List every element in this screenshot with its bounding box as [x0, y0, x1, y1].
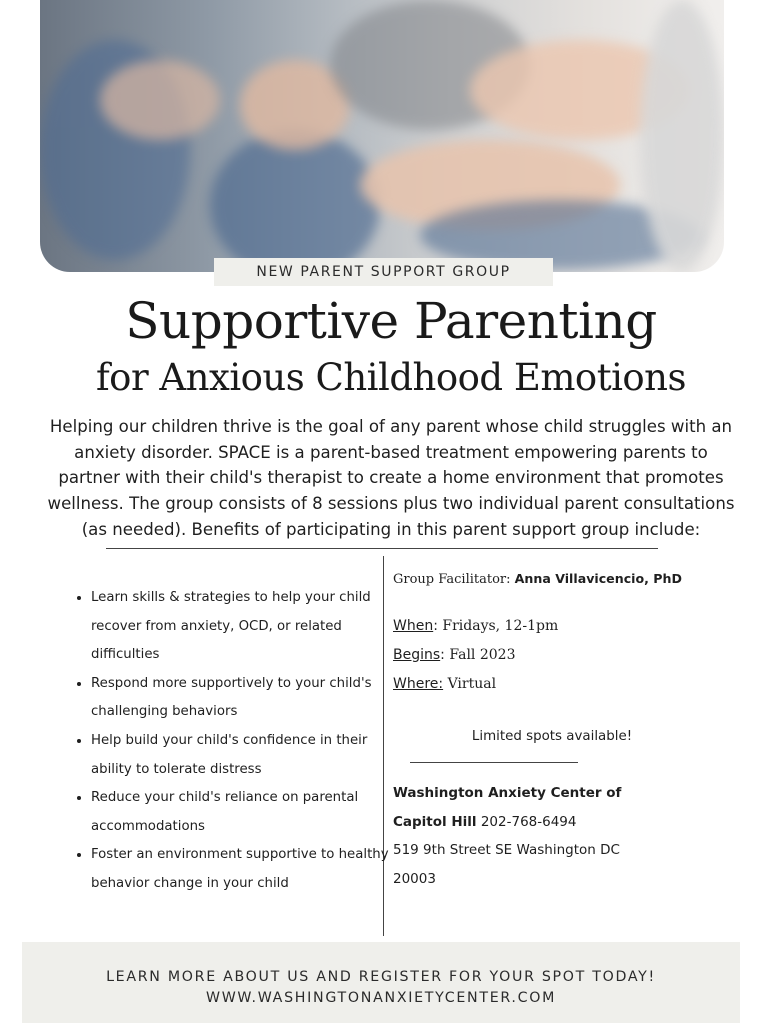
footer-url[interactable]: WWW.WASHINGTONANXIETYCENTER.COM	[205, 989, 557, 1006]
divider	[410, 762, 578, 763]
list-item: • Respond more supportively to your child's challenging behaviors	[91, 670, 391, 727]
center-info	[393, 779, 713, 893]
facilitator-name: Anna Villavicencio, PhD	[514, 571, 682, 586]
divider	[106, 548, 658, 549]
where-label: Where:	[393, 675, 444, 692]
center-phone: 202-768-6494	[480, 813, 577, 830]
center-address-2: 20003	[393, 870, 436, 887]
begins-value: Fall 2023	[449, 646, 516, 663]
facilitator	[393, 571, 713, 587]
hero-photo	[40, 0, 724, 272]
footer-banner	[22, 942, 740, 1023]
list-item: • Learn skills & strategies to help your child recover from anxiety, OCD, or related difficulties	[91, 584, 391, 670]
when-value: Fridays, 12-1pm	[442, 618, 559, 634]
page-subtitle: for Anxious Childhood Emotions	[95, 356, 686, 399]
center-name-2: Capitol Hill	[393, 813, 477, 830]
list-item: • Foster an environment supportive to healthy behavior change in your child	[91, 841, 391, 898]
benefits-list	[70, 584, 391, 899]
when-row: When: Fridays, 12-1pm	[393, 618, 559, 634]
list-item: • Reduce your child's reliance on parental accommodations	[91, 784, 391, 841]
list-item: • Help build your child's confidence in their ability to tolerate distress	[91, 727, 391, 784]
schedule	[393, 612, 713, 698]
limited-spots: Limited spots available!	[471, 729, 633, 744]
when-label: When	[393, 618, 434, 634]
page-title: Supportive Parenting	[125, 292, 657, 350]
footer-cta: LEARN MORE ABOUT US AND REGISTER FOR YOUR SPOT TODAY!	[106, 968, 656, 985]
facilitator-label: Group Facilitator:	[393, 572, 511, 587]
group-tag: NEW PARENT SUPPORT GROUP	[214, 258, 553, 286]
intro-paragraph: Helping our children thrive is the goal of any parent whose child struggles with an anxiety disorder. SPACE is a parent-based treatment empowering parents to partner with their child's therapist to create a home environment that promotes wellness. The group consists of 8 sessions plus two individual parent consultations (as needed). Benefits of participating in this parent support group include:	[47, 417, 735, 539]
where-row	[393, 670, 713, 699]
where-value: Virtual	[447, 675, 497, 692]
center-address: 519 9th Street SE Washington DC	[393, 842, 620, 859]
center-name: Washington Anxiety Center of	[393, 785, 622, 801]
begins-label: Begins	[393, 646, 441, 663]
begins-row: Begins: Fall 2023	[393, 646, 516, 663]
